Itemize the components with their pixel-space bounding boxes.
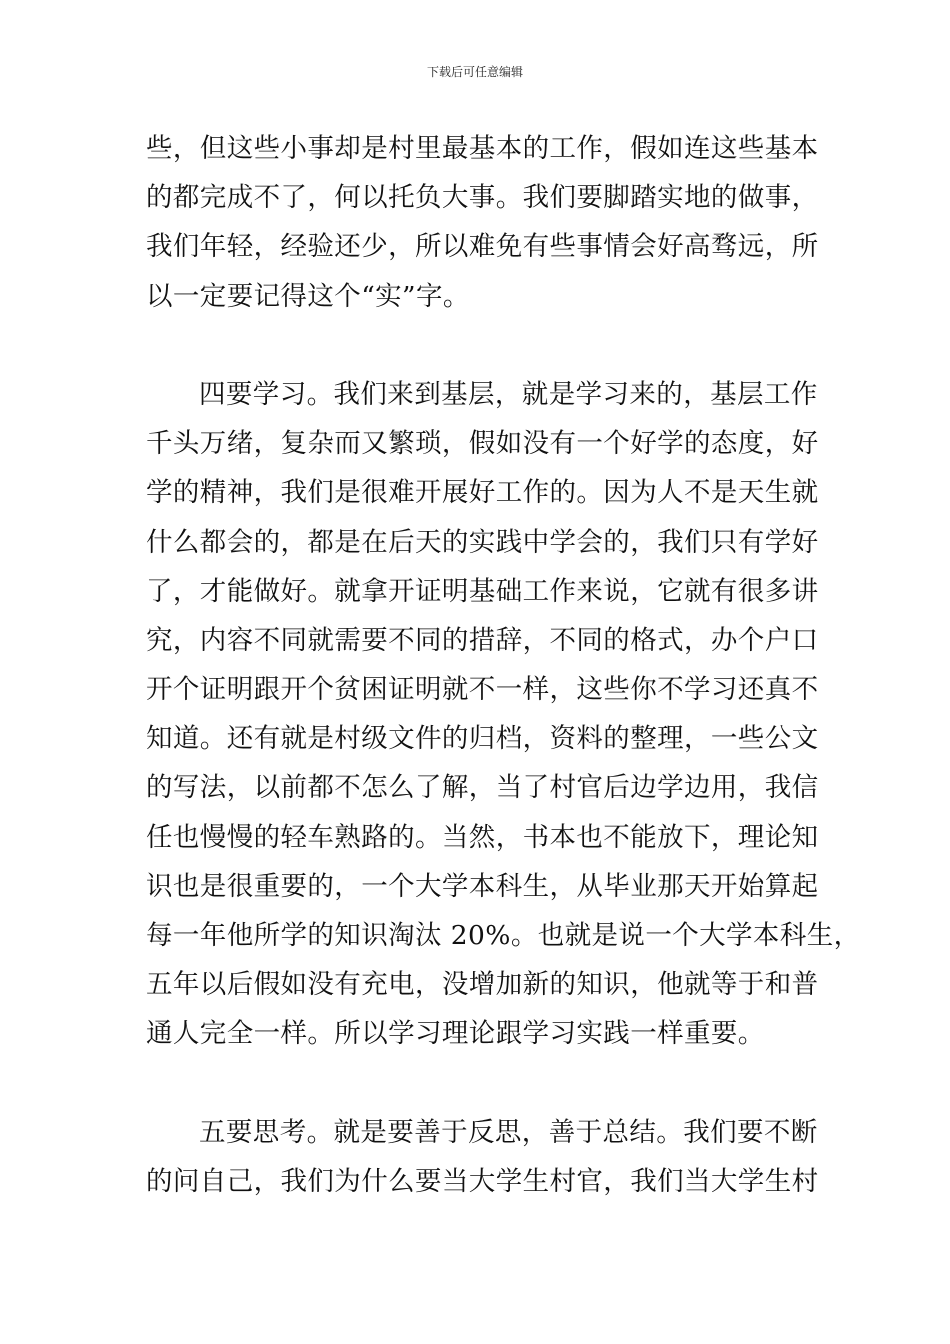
text-line: 学的精神，我们是很难开展好工作的。因为人不是天生就 — [146, 477, 819, 509]
text-line: 识也是很重要的，一个大学本科生，从毕业那天开始算起 — [146, 870, 819, 902]
document-body — [146, 124, 861, 1206]
text-line: 千头万绪，复杂而又繁琐，假如没有一个好学的态度，好 — [146, 428, 819, 460]
paragraph — [146, 1108, 819, 1206]
text-line: 我们年轻，经验还少，所以难免有些事情会好高骛远，所 — [146, 231, 819, 263]
text-line: 每一年他所学的知识淘汰 20%。也就是说一个大学本科生， — [146, 920, 861, 951]
text-line: 通人完全一样。所以学习理论跟学习实践一样重要。 — [146, 1018, 765, 1050]
paragraph — [146, 124, 819, 321]
text-line: 知道。还有就是村级文件的归档，资料的整理，一些公文 — [146, 723, 819, 755]
text-line: 以一定要记得这个“实”字。 — [146, 280, 470, 312]
text-line: 什么都会的，都是在后天的实践中学会的，我们只有学好 — [146, 526, 819, 558]
text-line: 的写法，以前都不怎么了解，当了村官后边学边用，我信 — [146, 772, 819, 804]
text-line: 了，才能做好。就拿开证明基础工作来说，它就有很多讲 — [146, 575, 819, 607]
text-line: 开个证明跟开个贫困证明就不一样，这些你不学习还真不 — [146, 674, 819, 706]
text-line: 些，但这些小事却是村里最基本的工作，假如连这些基本 — [146, 133, 819, 164]
paragraph — [146, 370, 861, 1059]
text-line: 的问自己，我们为什么要当大学生村官，我们当大学生村 — [146, 1165, 819, 1197]
text-line: 究，内容不同就需要不同的措辞，不同的格式，办个户口 — [146, 624, 819, 656]
text-line: 任也慢慢的轻车熟路的。当然，书本也不能放下，理论知 — [146, 821, 819, 853]
page-header: 下载后可任意编辑 — [426, 65, 523, 79]
text-line: 五年以后假如没有充电，没增加新的知识，他就等于和普 — [146, 969, 819, 1001]
paragraph-spacer — [146, 1059, 808, 1108]
text-line: 五要思考。就是要善于反思，善于总结。我们要不断 — [199, 1116, 818, 1148]
text-line: 四要学习。我们来到基层，就是学习来的，基层工作 — [199, 378, 818, 410]
paragraph-spacer — [146, 321, 808, 370]
text-line: 的都完成不了，何以托负大事。我们要脚踏实地的做事， — [146, 182, 819, 214]
